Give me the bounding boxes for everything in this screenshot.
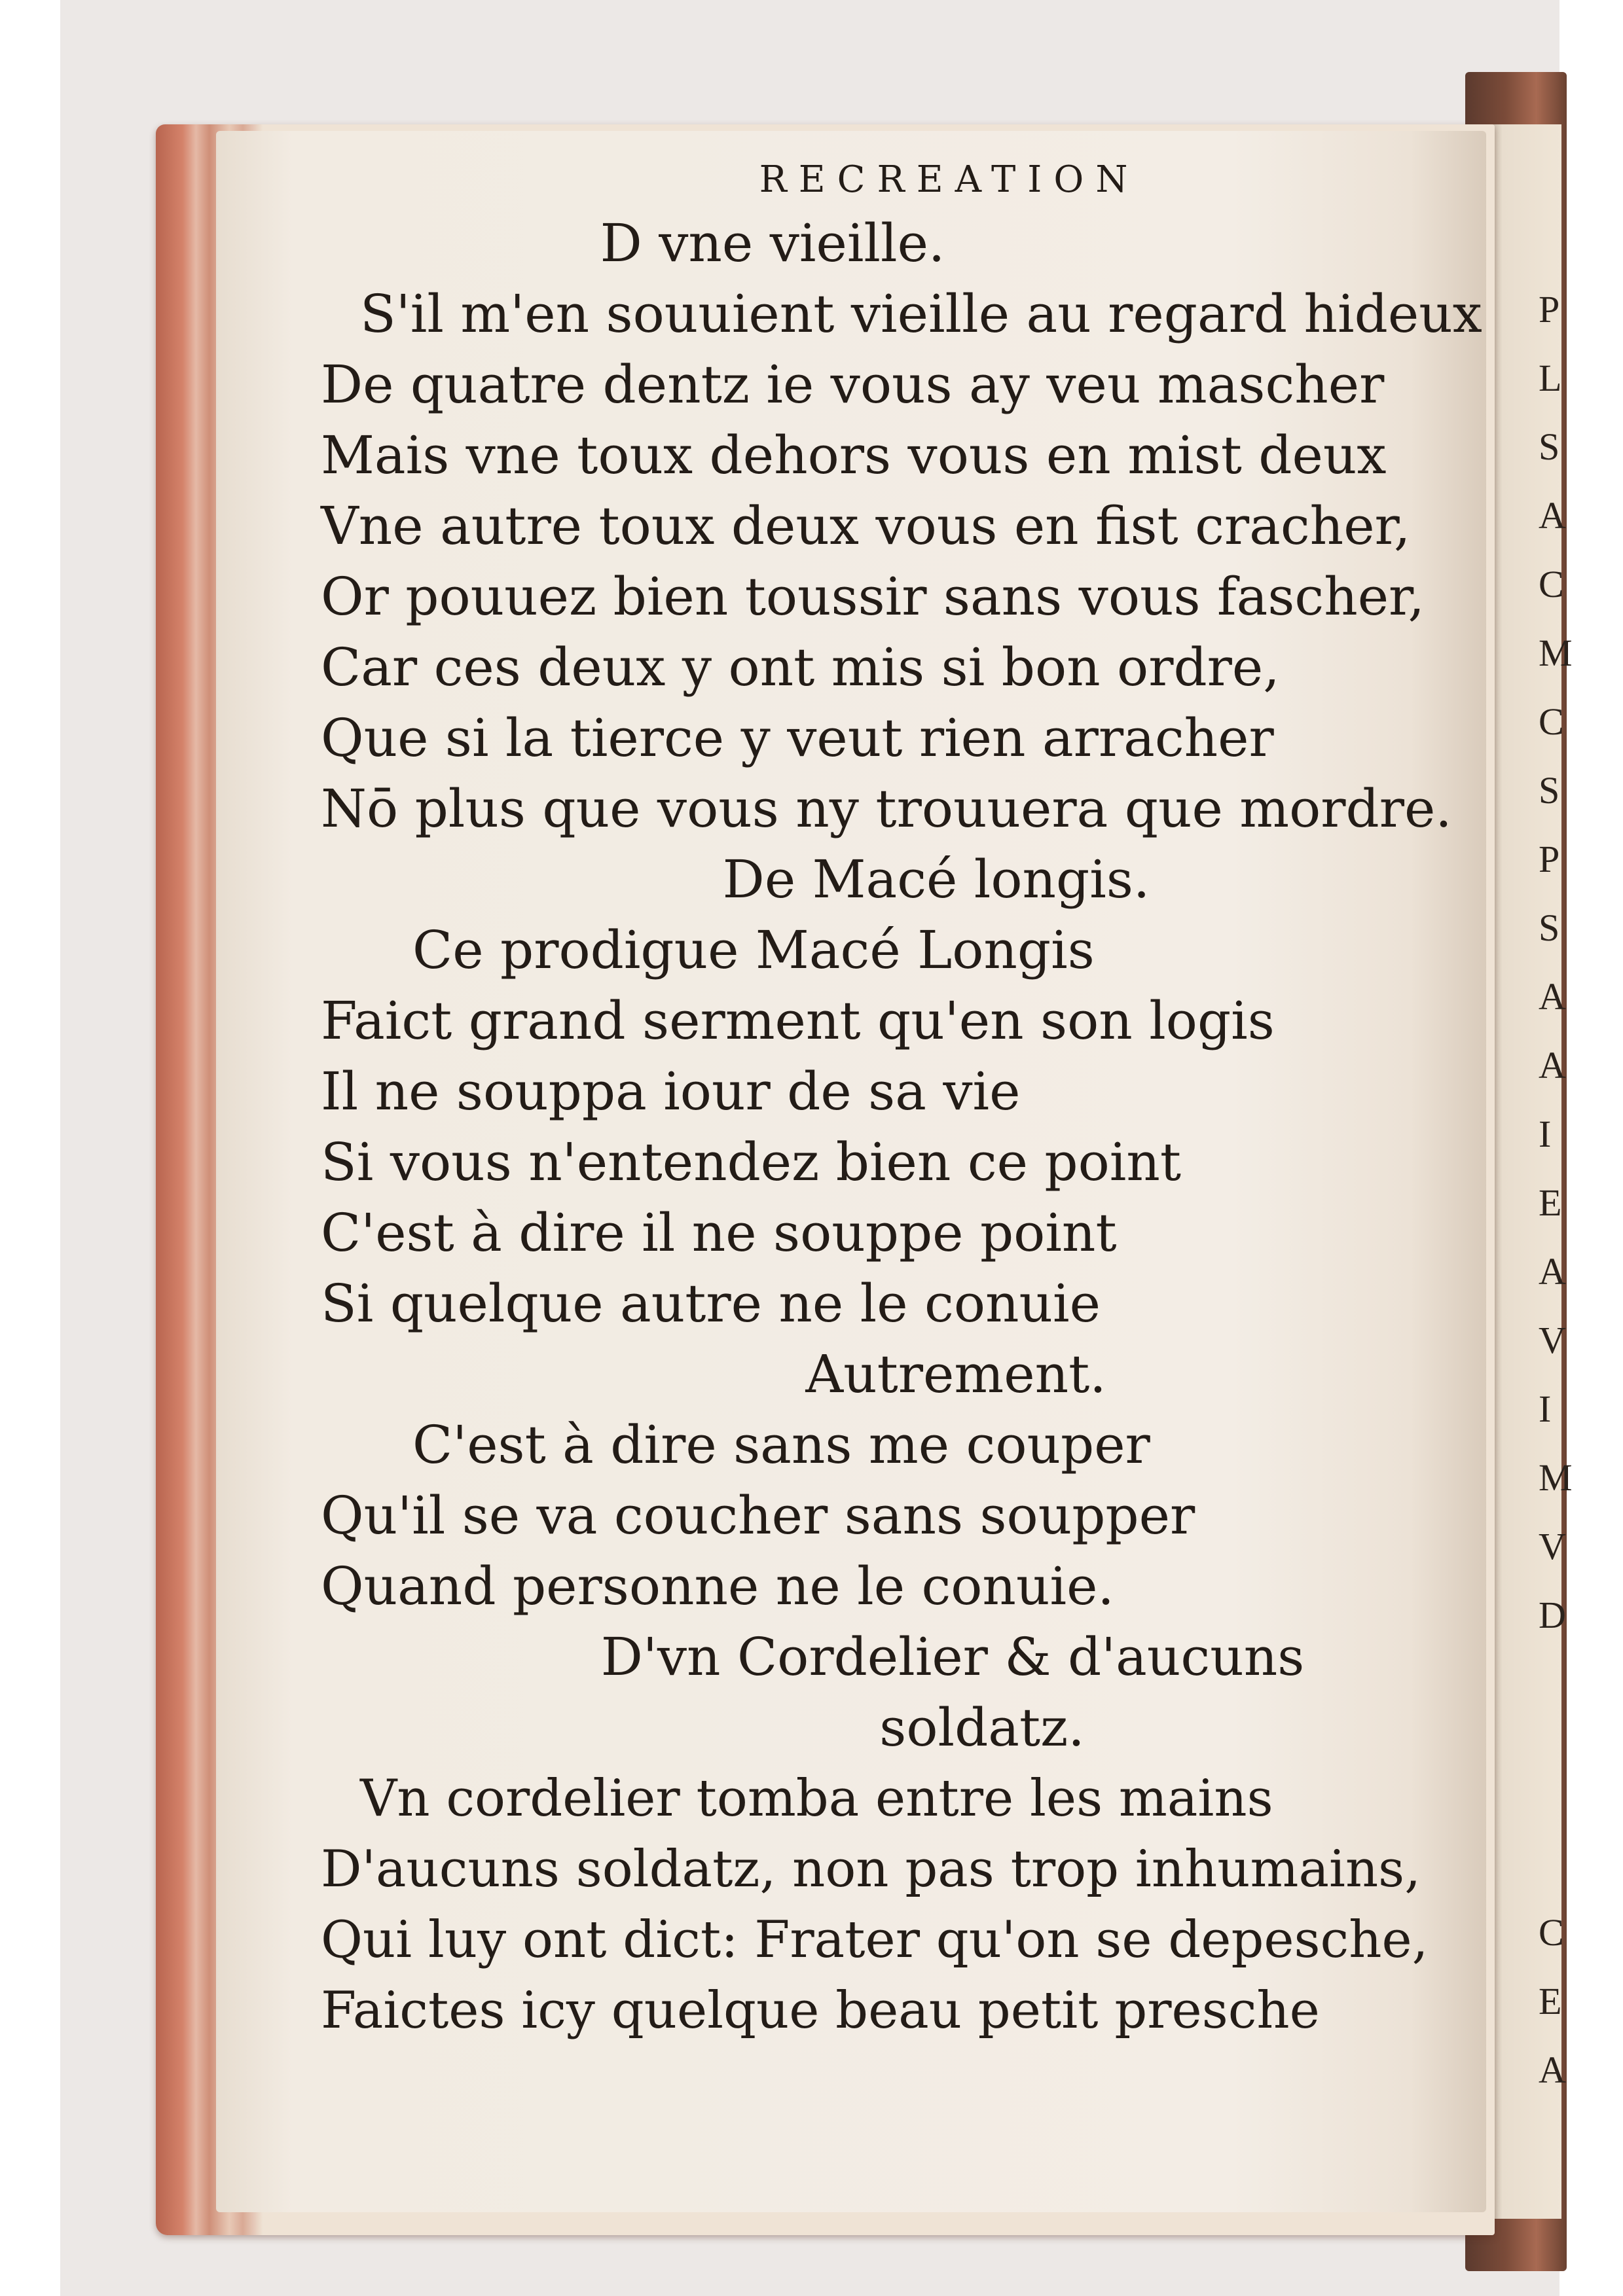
- poem-line: Si vous n'entendez bien ce point: [321, 1132, 1182, 1193]
- facing-page-letters: [1539, 275, 1573, 2104]
- poem-line: Quand personne ne le conuie.: [321, 1556, 1114, 1617]
- poem-line: Or pouuez bien toussir sans vous fascher,: [321, 566, 1425, 627]
- facing-letter: A: [1539, 975, 1566, 1018]
- facing-letter: M: [1539, 632, 1573, 674]
- facing-letter: E: [1539, 1181, 1562, 1224]
- poem-line: Que si la tierce y veut rien arracher: [321, 708, 1274, 768]
- facing-letter: I: [1539, 1388, 1552, 1430]
- poem-title-continued: soldatz.: [879, 1697, 1085, 1758]
- poem-title: Autrement.: [805, 1344, 1106, 1405]
- facing-letter: I: [1539, 1113, 1552, 1155]
- facing-letter: S: [1539, 906, 1560, 949]
- poem-line: Faict grand serment qu'en son logis: [321, 990, 1275, 1051]
- poem-line: Mais vne toux dehors vous en mist deux: [321, 425, 1387, 486]
- facing-letter: A: [1539, 494, 1566, 537]
- facing-letter: A: [1539, 1250, 1566, 1293]
- poem-line: Faictes icy quelque beau petit presche: [321, 1981, 1320, 2040]
- poem-line: Ce prodigue Macé Longis: [412, 920, 1095, 980]
- facing-letter: M: [1539, 1456, 1573, 1499]
- facing-letter: S: [1539, 425, 1560, 468]
- facing-letter: V: [1539, 1525, 1566, 1568]
- poem-line: Qu'il se va coucher sans soupper: [321, 1485, 1195, 1546]
- poem-title: D'vn Cordelier & d'aucuns: [600, 1626, 1305, 1687]
- poem-line: C'est à dire il ne souppe point: [321, 1202, 1117, 1263]
- poem-line: Si quelque autre ne le conuie: [321, 1273, 1101, 1334]
- facing-letter: L: [1539, 357, 1562, 399]
- poem-title: De Macé longis.: [722, 849, 1150, 910]
- facing-letter: D: [1539, 1594, 1566, 1636]
- poem-line: De quatre dentz ie vous ay veu mascher: [321, 354, 1385, 415]
- facing-gap: [1539, 1649, 1565, 1898]
- facing-letter: S: [1539, 769, 1560, 812]
- poem-line: Nō plus que vous ny trouuera que mordre.: [321, 778, 1452, 839]
- facing-letter: A: [1539, 1044, 1566, 1086]
- facing-letter: P: [1539, 838, 1560, 880]
- facing-letter: P: [1539, 288, 1560, 331]
- facing-letter: E: [1539, 1980, 1562, 2022]
- facing-letter: V: [1539, 1319, 1566, 1361]
- poem-title: D vne vieille.: [600, 213, 945, 274]
- poem-line: Qui luy ont dict: Frater qu'on se depesche,: [321, 1910, 1429, 1969]
- poem-line: Vn cordelier tomba entre les mains: [360, 1769, 1273, 1828]
- facing-letter: C: [1539, 563, 1564, 605]
- facing-letter: C: [1539, 700, 1564, 743]
- facing-letter: A: [1539, 2049, 1566, 2091]
- poem-line: Il ne souppa iour de sa vie: [321, 1061, 1021, 1122]
- running-head: RECREATION: [759, 158, 1140, 201]
- poem-line: D'aucuns soldatz, non pas trop inhumains,: [321, 1840, 1421, 1899]
- poem-line: Vne autre toux deux vous en fist cracher,: [321, 495, 1411, 556]
- poem-line: Car ces deux y ont mis si bon ordre,: [321, 637, 1280, 698]
- page-text: [321, 157, 1482, 2046]
- poem-line: C'est à dire sans me couper: [412, 1414, 1150, 1475]
- poem-line: S'il m'en souuient vieille au regard hideux: [360, 283, 1482, 344]
- facing-letter: C: [1539, 1911, 1564, 1954]
